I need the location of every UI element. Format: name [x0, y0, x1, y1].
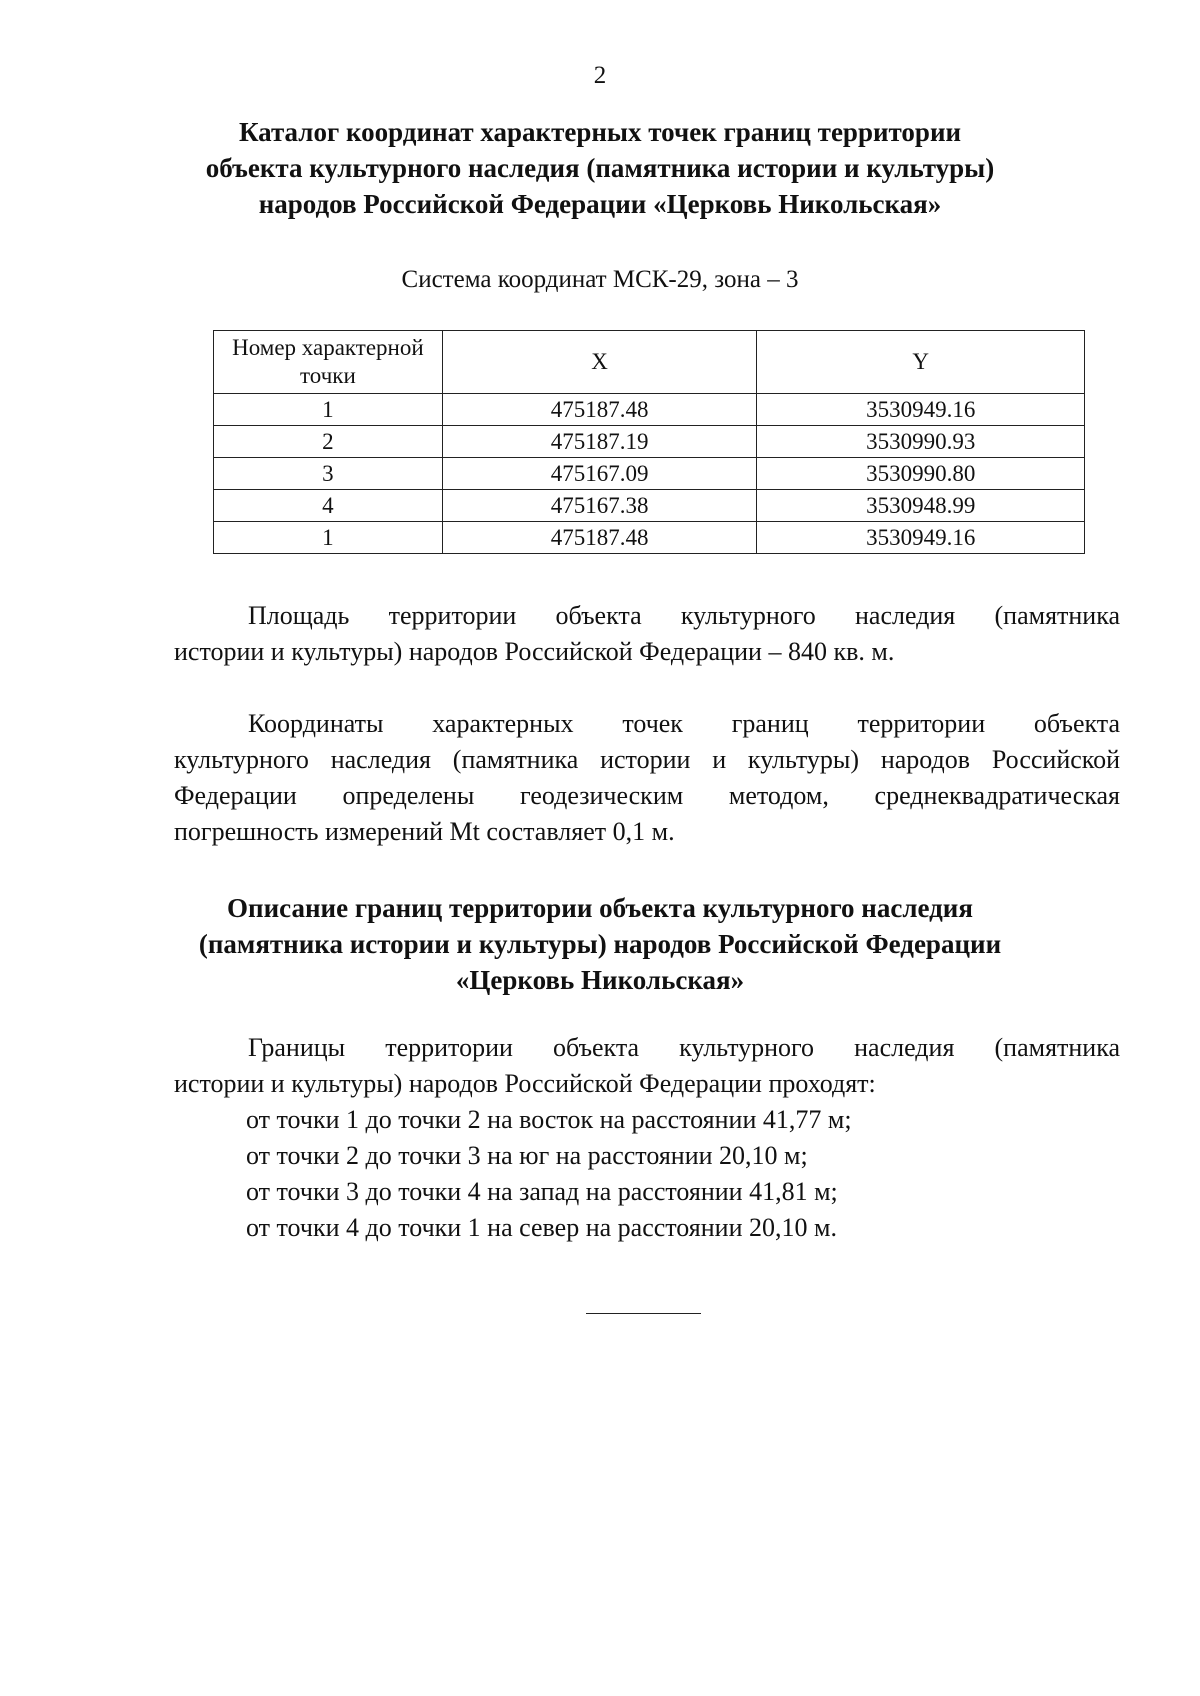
paragraph-line: культурного наследия (памятника истории и культуры) народов Российской: [174, 745, 1120, 774]
cell-x: 475187.48: [442, 522, 757, 554]
cell-point-number: 4: [214, 490, 443, 522]
cell-point-number: 3: [214, 458, 443, 490]
list-item: от точки 1 до точки 2 на восток на расстоянии 41,77 м;: [246, 1105, 852, 1134]
cell-y: 3530948.99: [757, 490, 1085, 522]
cell-point-number: 1: [214, 522, 443, 554]
description-title: [180, 890, 1020, 998]
boundary-route-list: [246, 1102, 852, 1246]
area-paragraph: [174, 598, 1120, 670]
column-header-y: Y: [757, 331, 1085, 394]
end-divider: [586, 1313, 701, 1314]
catalog-title-line: Каталог координат характерных точек границ территории: [238, 117, 962, 147]
cell-y: 3530990.80: [757, 458, 1085, 490]
cell-x: 475167.09: [442, 458, 757, 490]
description-title-line: «Церковь Никольская»: [455, 965, 745, 995]
paragraph-line: Координаты характерных точек границ территории объекта: [248, 709, 1120, 738]
list-item: от точки 2 до точки 3 на юг на расстоянии 20,10 м;: [246, 1141, 808, 1170]
paragraph-line: Федерации определены геодезическим методом, среднеквадратическая: [174, 781, 1120, 810]
cell-y: 3530949.16: [757, 522, 1085, 554]
paragraph-line: Границы территории объекта культурного наследия (памятника: [248, 1033, 1120, 1062]
cell-point-number: 2: [214, 426, 443, 458]
cell-y: 3530990.93: [757, 426, 1085, 458]
page-number: 2: [593, 62, 607, 89]
table-row: [214, 426, 1085, 458]
paragraph-line: истории и культуры) народов Российской Федерации проходят:: [174, 1069, 876, 1098]
paragraph-line: погрешность измерений Mt составляет 0,1 м.: [174, 817, 675, 846]
catalog-title: [180, 114, 1020, 222]
catalog-title-line: объекта культурного наследия (памятника истории и культуры): [205, 153, 995, 183]
coordinate-system-caption: Система координат МСК-29, зона – 3: [401, 266, 799, 293]
coordinates-table: [213, 330, 1085, 554]
table-header-row: [214, 331, 1085, 394]
cell-x: 475187.19: [442, 426, 757, 458]
description-title-line: (памятника истории и культуры) народов Российской Федерации: [198, 929, 1002, 959]
table-row: [214, 522, 1085, 554]
method-paragraph: [174, 706, 1120, 850]
table-row: [214, 394, 1085, 426]
description-title-line: Описание границ территории объекта культурного наследия: [227, 893, 973, 923]
bounds-paragraph: [174, 1030, 1120, 1102]
table-row: [214, 490, 1085, 522]
cell-x: 475167.38: [442, 490, 757, 522]
list-item: от точки 4 до точки 1 на север на расстоянии 20,10 м.: [246, 1213, 837, 1242]
cell-point-number: 1: [214, 394, 443, 426]
cell-x: 475187.48: [442, 394, 757, 426]
list-item: от точки 3 до точки 4 на запад на расстоянии 41,81 м;: [246, 1177, 838, 1206]
cell-y: 3530949.16: [757, 394, 1085, 426]
paragraph-line: Площадь территории объекта культурного наследия (памятника: [248, 601, 1120, 630]
column-header-x: X: [442, 331, 757, 394]
table-row: [214, 458, 1085, 490]
catalog-title-line: народов Российской Федерации «Церковь Никольская»: [258, 189, 942, 219]
paragraph-line: истории и культуры) народов Российской Федерации – 840 кв. м.: [174, 637, 895, 666]
column-header-point-number: Номер характерной точки: [214, 331, 443, 394]
